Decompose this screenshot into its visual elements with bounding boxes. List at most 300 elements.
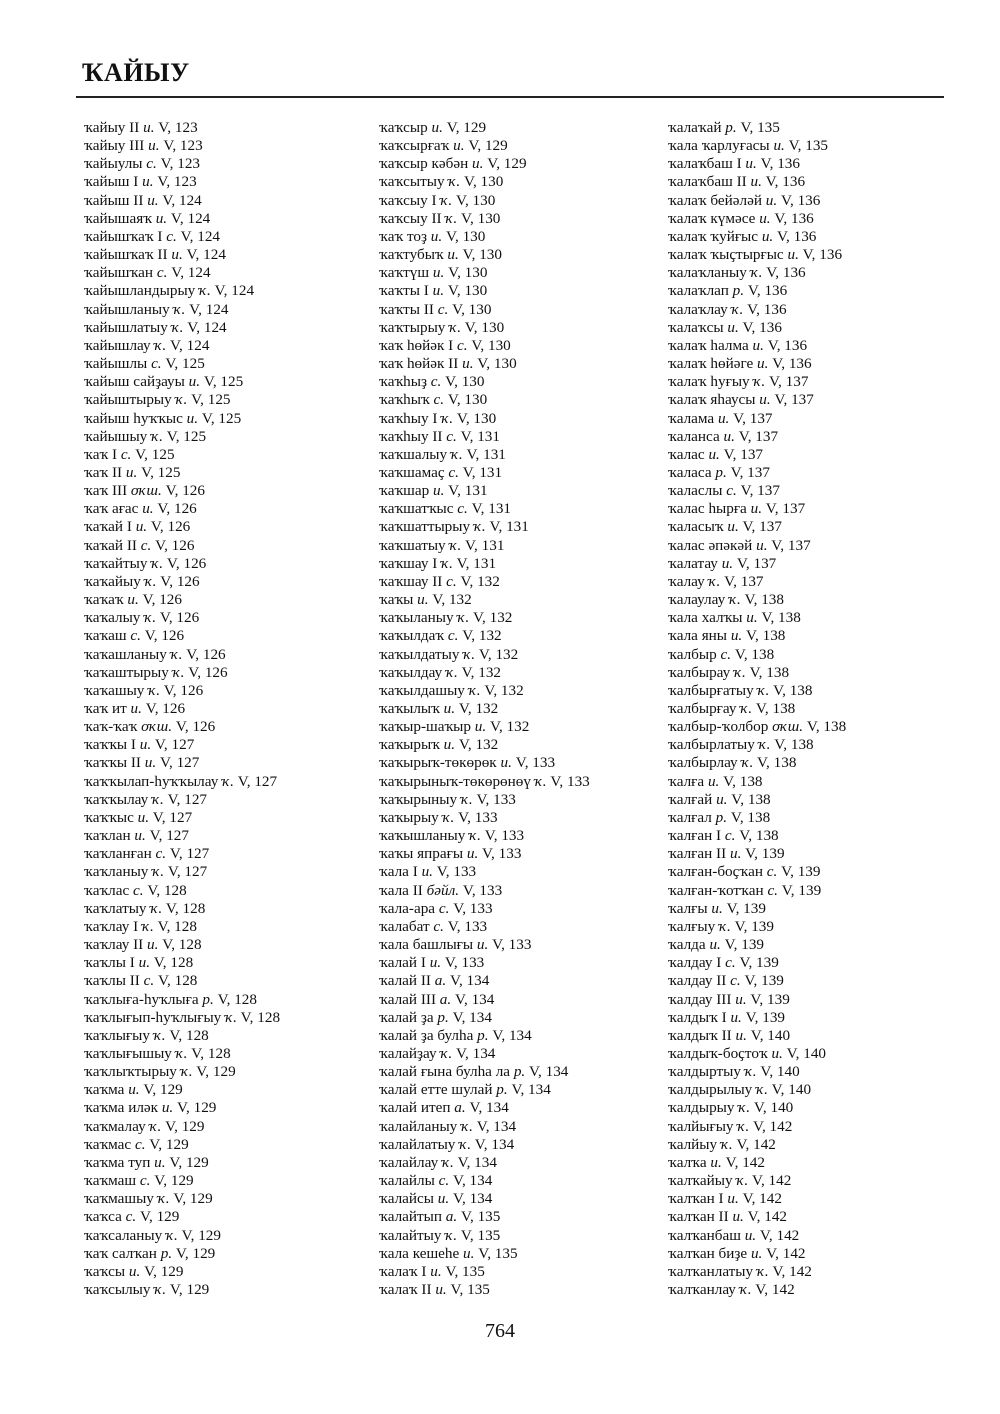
index-entry xyxy=(379,137,669,155)
entry-reference: V, 134 xyxy=(529,1063,569,1081)
entry-reference: V, 137 xyxy=(740,482,780,500)
entry-grammar-label: р. xyxy=(202,990,214,1008)
entry-reference: V, 127 xyxy=(152,808,193,826)
entry-headword: ҡаҡлау I xyxy=(84,917,139,935)
entry-reference: V, 134 xyxy=(476,1117,517,1135)
entry-headword: ҡаҡшалыу xyxy=(379,445,448,463)
entry-reference: V, 135 xyxy=(460,1208,501,1226)
entry-reference: V, 138 xyxy=(731,790,771,808)
entry-headword: ҡаҡшаттырыу xyxy=(379,518,471,536)
entry-grammar-label: и. xyxy=(142,173,154,191)
entry-grammar-label: р. xyxy=(715,463,727,481)
entry-grammar-label: ҡ. xyxy=(149,1117,162,1135)
entry-headword: ҡаҡһыҡ xyxy=(379,391,430,409)
entry-headword: ҡалаҡсы xyxy=(668,318,724,336)
index-entry xyxy=(379,718,669,736)
entry-grammar-label: и. xyxy=(756,536,768,554)
entry-grammar-label: и. xyxy=(746,609,758,627)
index-entry xyxy=(84,373,374,391)
entry-headword: ҡалғы xyxy=(668,899,708,917)
entry-reference: V, 126 xyxy=(145,700,186,717)
index-entry xyxy=(668,555,958,573)
entry-headword: ҡала ҡарлуғасы xyxy=(668,137,770,155)
entry-headword: ҡалдырыу xyxy=(668,1099,735,1117)
entry-reference: V, 136 xyxy=(766,264,806,282)
entry-grammar-label: ҡ. xyxy=(736,1172,749,1190)
entry-reference: V, 136 xyxy=(772,355,812,373)
entry-grammar-label: и. xyxy=(447,246,459,264)
index-entry xyxy=(379,972,669,990)
entry-grammar-label: и. xyxy=(144,754,157,772)
index-entry xyxy=(668,1045,958,1063)
entry-headword: ҡаҡһыу II xyxy=(379,427,443,445)
entry-headword: ҡалаулау xyxy=(668,591,726,609)
entry-headword: ҡаҡһыҙ xyxy=(379,373,427,391)
page-number: 764 xyxy=(485,1320,515,1342)
entry-reference: V, 137 xyxy=(769,373,809,391)
entry-headword: ҡаҡлатыу xyxy=(84,899,147,917)
entry-reference: V, 138 xyxy=(806,718,847,736)
entry-grammar-label: и. xyxy=(709,936,721,954)
entry-grammar-label: с. xyxy=(766,863,778,881)
entry-headword: ҡалбырлатыу xyxy=(668,736,755,754)
index-entry xyxy=(668,754,958,772)
entry-headword: ҡаҡай I xyxy=(84,518,132,536)
entry-grammar-label: ҡ. xyxy=(141,917,154,935)
entry-headword: ҡалҡанлау xyxy=(668,1281,736,1298)
entry-grammar-label: и. xyxy=(500,754,512,772)
entry-reference: V, 127 xyxy=(167,863,208,881)
entry-grammar-label: ҡ. xyxy=(222,772,234,790)
index-entry xyxy=(379,954,669,972)
entry-grammar-label: и. xyxy=(707,772,720,790)
entry-headword: ҡаҡһыу I xyxy=(379,409,438,427)
entry-headword: ҡалғай xyxy=(668,790,713,808)
entry-grammar-label: и. xyxy=(130,700,142,717)
entry-grammar-label: р. xyxy=(496,1081,508,1099)
index-entry xyxy=(668,1118,958,1136)
entry-reference: V, 133 xyxy=(482,845,522,863)
index-entry xyxy=(84,137,374,155)
header-rule xyxy=(76,96,944,98)
entry-reference: V, 131 xyxy=(456,554,497,572)
entry-grammar-label: ҡ. xyxy=(718,917,731,935)
entry-grammar-label: и. xyxy=(752,336,764,354)
entry-headword: ҡалаҡ ҡуйғыс xyxy=(668,227,759,245)
entry-reference: V, 142 xyxy=(759,1226,800,1244)
entry-reference: V, 137 xyxy=(738,427,779,445)
index-entry xyxy=(668,1027,958,1045)
entry-headword: ҡалған-боҫҡан xyxy=(668,863,763,881)
entry-grammar-label: и. xyxy=(710,1153,722,1171)
entry-headword: ҡалатау xyxy=(668,554,718,572)
entry-headword: ҡаҡҡыс xyxy=(84,808,134,826)
index-entry xyxy=(379,482,669,500)
entry-reference: V, 129 xyxy=(149,1135,189,1153)
entry-grammar-label: ҡ. xyxy=(460,790,473,808)
entry-reference: V, 134 xyxy=(457,1153,497,1171)
index-entry xyxy=(379,991,669,1009)
entry-headword: ҡаҡ тоҙ xyxy=(379,227,427,245)
entry-grammar-label: ҡ. xyxy=(734,663,746,681)
entry-grammar-label: и. xyxy=(128,1262,141,1280)
entry-reference: V, 132 xyxy=(460,572,500,590)
entry-reference: V, 138 xyxy=(757,754,797,772)
entry-headword: ҡалғыу xyxy=(668,917,716,935)
entry-grammar-label: и. xyxy=(142,500,154,518)
entry-headword: ҡалҡа xyxy=(668,1153,707,1171)
entry-headword: ҡайыш һуҡҡыс xyxy=(84,409,183,427)
entry-reference: V, 129 xyxy=(169,1281,210,1298)
entry-reference: V, 123 xyxy=(157,173,197,191)
index-entry xyxy=(668,1263,958,1281)
index-entry xyxy=(84,918,374,936)
index-entry xyxy=(84,791,374,809)
entry-grammar-label: и. xyxy=(466,845,479,863)
entry-reference: V, 126 xyxy=(142,591,182,609)
entry-reference: V, 140 xyxy=(753,1099,794,1117)
entry-headword: ҡайышландырыу xyxy=(84,282,196,300)
entry-reference: V, 139 xyxy=(739,954,779,972)
entry-grammar-label: и. xyxy=(431,119,443,136)
entry-reference: V, 125 xyxy=(135,445,175,463)
entry-grammar-label: ҡ. xyxy=(756,1081,768,1099)
entry-headword: ҡаҡмашыу xyxy=(84,1190,154,1208)
entry-grammar-label: и. xyxy=(430,227,443,245)
entry-grammar-label: и. xyxy=(429,954,442,972)
entry-headword: ҡалабат xyxy=(379,917,430,935)
entry-grammar-label: ҡ. xyxy=(445,209,458,227)
entry-grammar-label: ҡ. xyxy=(144,609,157,627)
index-entry xyxy=(668,155,958,173)
entry-headword: ҡаҡыланыу xyxy=(379,609,454,627)
entry-grammar-label: и. xyxy=(771,1044,783,1062)
entry-headword: ҡаҡайыу xyxy=(84,572,141,590)
entry-headword: ҡалай ҙа булһа xyxy=(379,1026,474,1044)
entry-reference: V, 130 xyxy=(445,373,485,391)
entry-headword: ҡаҡ ағас xyxy=(84,500,139,518)
index-entry xyxy=(84,954,374,972)
entry-headword: ҡаҡлы I xyxy=(84,954,135,972)
index-entry xyxy=(84,1190,374,1208)
index-column-3 xyxy=(668,119,958,1299)
index-entry xyxy=(379,555,669,573)
index-entry xyxy=(668,591,958,609)
entry-reference: V, 138 xyxy=(755,700,796,717)
index-entry xyxy=(379,119,669,137)
index-entry xyxy=(84,646,374,664)
index-entry xyxy=(668,1208,958,1226)
index-entry xyxy=(668,210,958,228)
entry-headword: ҡаҡашланыу xyxy=(84,645,167,663)
entry-headword: ҡайышлау xyxy=(84,336,151,354)
index-column-1 xyxy=(84,119,374,1299)
entry-grammar-label: и. xyxy=(727,1190,739,1208)
entry-reference: V, 139 xyxy=(781,881,822,899)
entry-grammar-label: и. xyxy=(708,445,720,463)
index-entry xyxy=(84,773,374,791)
entry-grammar-label: и. xyxy=(759,209,771,227)
entry-headword: ҡайышланыу xyxy=(84,300,170,318)
index-entry xyxy=(84,700,374,718)
entry-grammar-label: ҡ. xyxy=(737,1117,750,1135)
entry-reference: V, 127 xyxy=(154,736,195,754)
entry-reference: V, 138 xyxy=(730,808,771,826)
entry-grammar-label: ҡ. xyxy=(753,373,766,391)
entry-headword: ҡаҡлыға-һуҡлыға xyxy=(84,990,199,1008)
index-entry xyxy=(668,228,958,246)
entry-reference: V, 136 xyxy=(777,227,817,245)
index-entry xyxy=(84,972,374,990)
entry-headword: ҡаҡылдаҡ xyxy=(379,627,445,645)
entry-headword: ҡалай I xyxy=(379,954,426,972)
index-entry xyxy=(84,319,374,337)
entry-headword: ҡаҡшатҡыс xyxy=(379,500,454,518)
index-entry xyxy=(668,900,958,918)
entry-headword: ҡаҡмалау xyxy=(84,1117,146,1135)
entry-grammar-label: ҡ. xyxy=(152,863,165,881)
index-entry xyxy=(84,1027,374,1045)
entry-headword: ҡалайлы xyxy=(379,1172,435,1190)
index-entry xyxy=(379,1208,669,1226)
entry-reference: V, 130 xyxy=(471,336,511,354)
entry-reference: V, 124 xyxy=(187,318,227,336)
entry-headword: ҡалайҙау xyxy=(379,1044,437,1062)
entry-headword: ҡала кешеһе xyxy=(379,1244,460,1262)
index-entry xyxy=(84,609,374,627)
entry-headword: ҡаҡлан xyxy=(84,827,131,845)
index-entry xyxy=(668,137,958,155)
entry-reference: V, 142 xyxy=(772,1262,812,1280)
index-entry xyxy=(379,809,669,827)
entry-grammar-label: с. xyxy=(446,572,457,590)
entry-headword: ҡалбыр-ҡолбор xyxy=(668,718,769,736)
entry-grammar-label: ҡ. xyxy=(152,790,164,808)
entry-reference: V, 132 xyxy=(489,718,530,736)
entry-reference: V, 126 xyxy=(163,681,204,699)
entry-reference: V, 129 xyxy=(169,1153,209,1171)
index-entry xyxy=(379,228,669,246)
entry-grammar-label: и. xyxy=(750,1244,763,1262)
entry-headword: ҡалаҡ күмәсе xyxy=(668,209,756,227)
index-entry xyxy=(668,991,958,1009)
entry-headword: ҡаҡтүш xyxy=(379,264,430,282)
index-entry xyxy=(668,410,958,428)
entry-grammar-label: ҡ. xyxy=(461,1117,473,1135)
entry-reference: V, 128 xyxy=(240,1008,281,1026)
entry-headword: ҡалдау III xyxy=(668,990,732,1008)
entry-headword: ҡалайлатыу xyxy=(379,1135,456,1153)
index-entry xyxy=(379,337,669,355)
entry-reference: V, 132 xyxy=(473,609,513,627)
entry-headword: ҡалбырғатыу xyxy=(668,681,754,699)
entry-headword: ҡалаҡбаш I xyxy=(668,155,742,173)
entry-grammar-label: ҡ. xyxy=(720,1135,733,1153)
entry-grammar-label: и. xyxy=(171,246,183,264)
entry-grammar-label: ҡ. xyxy=(445,1226,458,1244)
entry-grammar-label: и. xyxy=(765,191,778,209)
entry-headword: ҡаҡса xyxy=(84,1208,122,1226)
index-entry xyxy=(668,609,958,627)
index-entry xyxy=(668,1136,958,1154)
entry-reference: V, 138 xyxy=(761,609,801,627)
entry-headword: ҡалай етте шулай xyxy=(379,1081,493,1099)
index-entry xyxy=(379,1281,669,1299)
index-entry xyxy=(84,1045,374,1063)
index-entry xyxy=(84,1154,374,1172)
entry-headword: ҡалға xyxy=(668,772,705,790)
entry-reference: V, 129 xyxy=(139,1208,180,1226)
entry-reference: V, 124 xyxy=(180,227,221,245)
entry-reference: V, 131 xyxy=(462,463,503,481)
entry-reference: V, 132 xyxy=(458,700,499,717)
entry-reference: V, 142 xyxy=(747,1208,788,1226)
entry-headword: ҡайыштырыу xyxy=(84,391,172,409)
entry-headword: ҡайыш II xyxy=(84,191,144,209)
entry-headword: ҡайыулы xyxy=(84,155,143,173)
entry-grammar-label: с. xyxy=(725,954,736,972)
entry-reference: V, 134 xyxy=(454,990,495,1008)
entry-grammar-label: ҡ. xyxy=(151,554,164,572)
entry-reference: V, 125 xyxy=(203,373,244,391)
index-entry xyxy=(379,518,669,536)
entry-grammar-label: с. xyxy=(143,972,155,990)
entry-grammar-label: и. xyxy=(430,1262,442,1280)
entry-reference: V, 124 xyxy=(186,246,226,264)
index-entry xyxy=(668,682,958,700)
entry-reference: V, 126 xyxy=(159,609,200,627)
index-entry xyxy=(668,518,958,536)
entry-reference: V, 126 xyxy=(160,572,200,590)
entry-reference: V, 132 xyxy=(432,591,472,609)
index-entry xyxy=(668,918,958,936)
entry-grammar-label: и. xyxy=(453,137,465,155)
index-entry xyxy=(84,246,374,264)
entry-grammar-label: ҡ. xyxy=(757,681,770,699)
entry-headword: ҡалама xyxy=(668,409,715,427)
entry-grammar-label: с. xyxy=(730,972,741,990)
entry-reference: V, 127 xyxy=(159,754,200,772)
entry-reference: V, 128 xyxy=(157,917,197,935)
entry-grammar-label: с. xyxy=(130,627,141,645)
index-entry xyxy=(84,210,374,228)
entry-headword: ҡалдыҡ II xyxy=(668,1026,732,1044)
entry-reference: V, 138 xyxy=(739,827,779,845)
entry-grammar-label: и. xyxy=(727,318,739,336)
entry-grammar-label: и. xyxy=(125,463,138,481)
entry-grammar-label: ҡ. xyxy=(441,409,454,427)
entry-headword: ҡайышаяҡ xyxy=(84,209,152,227)
entry-headword: ҡалай ғына булһа ла xyxy=(379,1063,511,1081)
entry-grammar-label: ҡ. xyxy=(440,1044,453,1062)
index-entry xyxy=(379,773,669,791)
entry-reference: V, 126 xyxy=(150,518,191,536)
entry-reference: V, 125 xyxy=(141,463,181,481)
entry-reference: V, 137 xyxy=(736,554,777,572)
entry-reference: V, 130 xyxy=(447,282,488,300)
entry-reference: V, 131 xyxy=(466,445,506,463)
entry-headword: ҡаҡылдашыу xyxy=(379,681,465,699)
index-entry xyxy=(668,700,958,718)
entry-grammar-label: и. xyxy=(134,827,146,845)
entry-headword: ҡаҡланыу xyxy=(84,863,149,881)
entry-grammar-label: и. xyxy=(127,591,139,609)
entry-grammar-label: ҡ. xyxy=(449,318,461,336)
index-entry xyxy=(668,482,958,500)
entry-grammar-label: с. xyxy=(125,1208,137,1226)
index-entry xyxy=(84,446,374,464)
entry-reference: V, 136 xyxy=(760,155,800,173)
index-entry xyxy=(379,609,669,627)
entry-grammar-label: ҡ. xyxy=(450,445,463,463)
entry-headword: ҡаланса xyxy=(668,427,720,445)
entry-reference: V, 130 xyxy=(448,264,488,282)
entry-grammar-label: с. xyxy=(457,500,468,518)
index-entry xyxy=(668,1172,958,1190)
entry-reference: V, 133 xyxy=(484,827,525,845)
entry-headword: ҡаҡмас xyxy=(84,1135,132,1153)
entry-grammar-label: и. xyxy=(437,1190,450,1208)
entry-grammar-label: оҡш. xyxy=(772,718,804,736)
entry-reference: V, 128 xyxy=(165,899,206,917)
entry-headword: ҡайыу III xyxy=(84,137,145,155)
entry-reference: V, 130 xyxy=(463,173,504,191)
entry-grammar-label: и. xyxy=(147,191,159,209)
entry-reference: V, 140 xyxy=(750,1026,791,1044)
entry-grammar-label: с. xyxy=(767,881,778,899)
entry-grammar-label: и. xyxy=(717,409,730,427)
entry-grammar-label: ҡ. xyxy=(157,1190,170,1208)
entry-headword: ҡаҡма туп xyxy=(84,1153,151,1171)
entry-reference: V, 129 xyxy=(177,1099,217,1117)
entry-headword: ҡаҡсыу I xyxy=(379,191,437,209)
entry-grammar-label: и. xyxy=(735,1026,747,1044)
entry-headword: ҡаҡайтыу xyxy=(84,554,148,572)
entry-reference: V, 138 xyxy=(734,645,775,663)
index-entry xyxy=(379,301,669,319)
entry-reference: V, 134 xyxy=(456,1044,496,1062)
index-entry xyxy=(668,827,958,845)
entry-headword: ҡаҡтубыҡ xyxy=(379,246,444,264)
entry-reference: V, 142 xyxy=(742,1190,782,1208)
entry-reference: V, 134 xyxy=(492,1026,532,1044)
entry-grammar-label: с. xyxy=(155,845,167,863)
entry-grammar-label: и. xyxy=(188,373,201,391)
entry-headword: ҡалбырлау xyxy=(668,754,738,772)
index-entry xyxy=(84,664,374,682)
index-entry xyxy=(379,627,669,645)
index-entry xyxy=(668,736,958,754)
entry-grammar-label: ҡ. xyxy=(473,518,486,536)
entry-grammar-label: с. xyxy=(447,627,459,645)
index-entry xyxy=(84,1118,374,1136)
entry-reference: V, 129 xyxy=(154,1172,194,1190)
entry-headword: ҡаҡ һөйәк I xyxy=(379,336,454,354)
entry-headword: ҡалаҡай xyxy=(668,119,722,136)
entry-reference: V, 132 xyxy=(461,663,502,681)
entry-reference: V, 137 xyxy=(771,536,811,554)
index-entry xyxy=(84,827,374,845)
entry-reference: V, 135 xyxy=(740,119,780,136)
entry-grammar-label: р. xyxy=(437,1008,449,1026)
entry-reference: V, 124 xyxy=(170,209,211,227)
index-entry xyxy=(379,1263,669,1281)
entry-headword: ҡаҡшамаҫ xyxy=(379,463,445,481)
entry-grammar-label: ҡ. xyxy=(225,1008,237,1026)
entry-grammar-label: с. xyxy=(448,463,459,481)
entry-grammar-label: с. xyxy=(446,427,457,445)
entry-grammar-label: ҡ. xyxy=(756,1262,769,1280)
